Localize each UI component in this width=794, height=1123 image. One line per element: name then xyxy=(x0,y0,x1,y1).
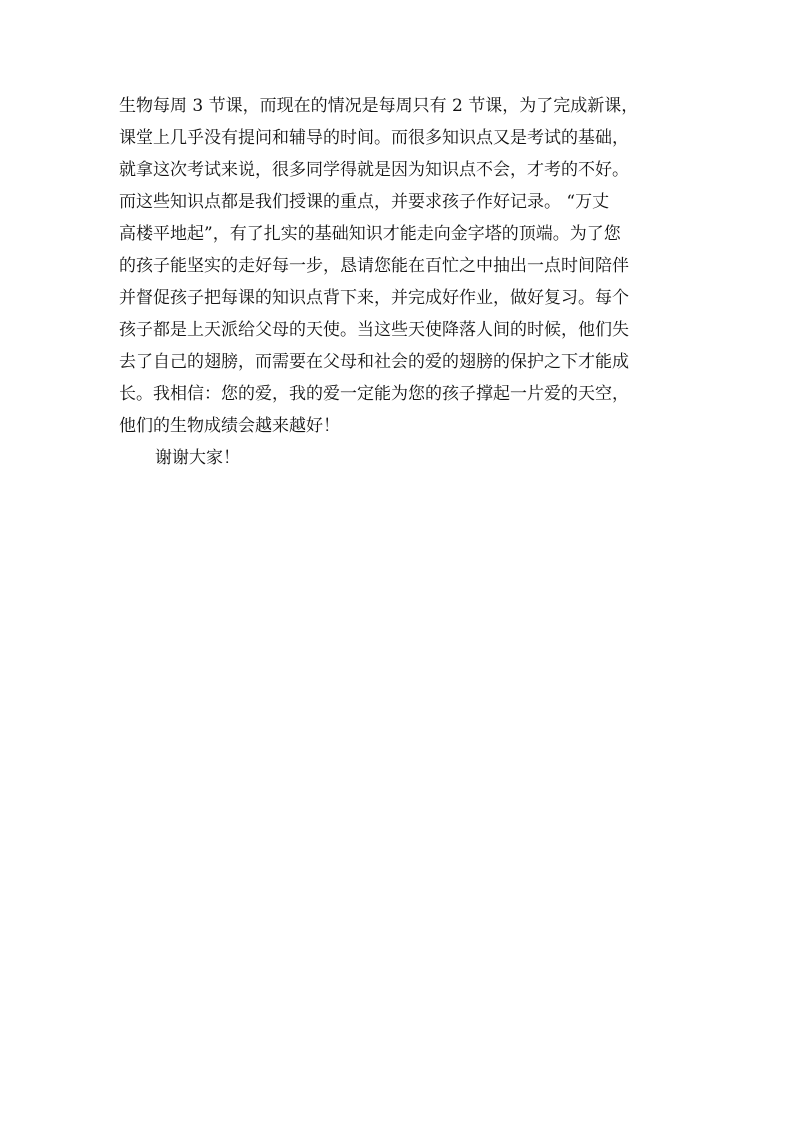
document-body xyxy=(119,90,679,474)
paragraph-line: 生物每周 3 节课，而现在的情况是每周只有 2 节课，为了完成新课， xyxy=(119,96,639,116)
paragraph-line: 的孩子能坚实的走好每一步，恳请您能在百忙之中抽出一点时间陪伴 xyxy=(119,256,629,276)
paragraph-line: 孩子都是上天派给父母的天使。当这些天使降落人间的时候，他们失 xyxy=(119,320,629,340)
speech-paragraph xyxy=(119,90,679,442)
paragraph-line: 课堂上几乎没有提问和辅导的时间。而很多知识点又是考试的基础， xyxy=(119,128,629,148)
paragraph-line: 就拿这次考试来说，很多同学得就是因为知识点不会，才考的不好。 xyxy=(119,160,629,180)
paragraph-line: 并督促孩子把每课的知识点背下来，并完成好作业，做好复习。每个 xyxy=(119,288,629,308)
paragraph-line: 长。我相信：您的爱，我的爱一定能为您的孩子撑起一片爱的天空， xyxy=(119,384,629,404)
paragraph-line: 去了自己的翅膀，而需要在父母和社会的爱的翅膀的保护之下才能成 xyxy=(119,352,629,372)
paragraph-line: 他们的生物成绩会越来越好！ xyxy=(119,416,340,436)
paragraph-line: 高楼平地起”，有了扎实的基础知识才能走向金字塔的顶端。为了您 xyxy=(119,224,621,244)
closing-line: 谢谢大家！ xyxy=(155,448,240,468)
paragraph-line: 而这些知识点都是我们授课的重点，并要求孩子作好记录。 “万丈 xyxy=(119,192,610,212)
